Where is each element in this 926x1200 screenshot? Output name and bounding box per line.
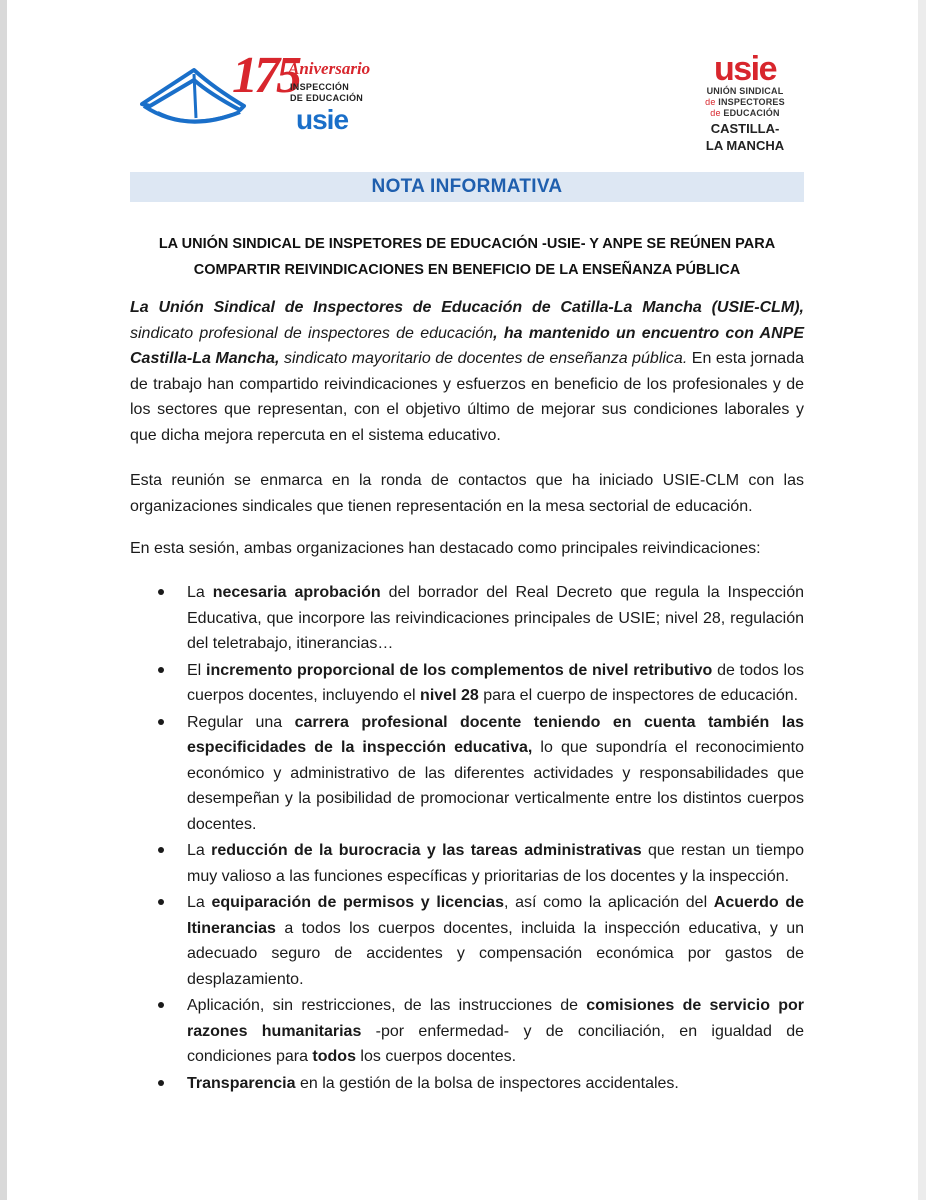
nota-informativa-heading bbox=[130, 172, 804, 202]
bullet-icon bbox=[158, 667, 164, 673]
heading-text: NOTA INFORMATIVA bbox=[371, 176, 563, 197]
bullet-icon bbox=[158, 1080, 164, 1086]
list-item: El incremento proporcional de los complementos de nivel retributivo de todos los cuerpos docentes, incluyendo el nivel 28 para el cuerpo de inspectores de educación. bbox=[130, 658, 804, 709]
paragraph-context: Esta reunión se enmarca en la ronda de contactos que ha iniciado USIE-CLM con las organizaciones sindicales que tienen representación en la mesa sectorial de educación. bbox=[130, 472, 804, 515]
bullet-icon bbox=[158, 719, 164, 725]
usie-clm-logo bbox=[690, 52, 800, 153]
logo-left-line1: INSPECCIÓN bbox=[290, 82, 350, 92]
list-item: Aplicación, sin restricciones, de las instrucciones de comisiones de servicio por razones humanitarias -por enfermedad- y de conciliación, en igualdad de condiciones para todos los cuerpos docentes. bbox=[130, 993, 804, 1070]
list-item: La reducción de la burocracia y las tareas administrativas que restan un tiempo muy valioso a las funciones específicas y prioritarias de los docentes y la inspección. bbox=[130, 838, 804, 889]
paragraph-intro: La Unión Sindical de Inspectores de Educación de Catilla-La Mancha (USIE-CLM), sindicato profesional de inspectores de educación, ha mantenido un encuentro con ANPE Castilla-La Mancha, sindicato mayoritario de docentes de enseñanza pública. En esta jornada de trabajo han compartido reivindicaciones y esfuerzos en beneficio de los profesionales y de los sectores que representan, con el objetivo último de mejorar sus condiciones laborales y que dicha mejora repercuta en el sistema educativo. bbox=[130, 299, 805, 444]
page-left-edge bbox=[0, 0, 7, 1200]
anniversary-word: Aniversario bbox=[288, 59, 371, 78]
headline-line1: LA UNIÓN SINDICAL DE INSPETORES DE EDUCACIÓN -USIE- Y ANPE SE REÚNEN PARA bbox=[158, 236, 776, 252]
logo-right-line2: de INSPECTORES bbox=[705, 97, 785, 107]
bullet-icon bbox=[158, 899, 164, 905]
bullet-icon bbox=[158, 847, 164, 853]
list-item: Regular una carrera profesional docente teniendo en cuenta también las especificidades de la inspección educativa, lo que supondría el reconocimiento económico y administrativo de las diferentes actividades y responsabilidades que desempeñan y la posibilidad de promocionar verticalmente entre los distintos cuerpos docentes. bbox=[130, 710, 804, 838]
logo-right-brand: usie bbox=[713, 50, 777, 88]
headline-line2: COMPARTIR REIVINDICACIONES EN BENEFICIO DE LA ENSEÑANZA PÚBLICA bbox=[193, 262, 741, 278]
logo-left-brand: usie bbox=[296, 104, 349, 135]
list-item: La necesaria aprobación del borrador del Real Decreto que regula la Inspección Educativa, que incorpore las reivindicaciones principales de USIE; nivel 28, regulación del teletrabajo, itinerancias… bbox=[130, 580, 804, 657]
document-headline bbox=[130, 231, 804, 283]
logo-right-line1: UNIÓN SINDICAL bbox=[706, 86, 784, 96]
list-item: Transparencia en la gestión de la bolsa de inspectores accidentales. bbox=[130, 1071, 804, 1097]
page-right-edge bbox=[918, 0, 926, 1200]
logo-right-region2: LA MANCHA bbox=[705, 138, 785, 153]
paragraph-claims-intro: En esta sesión, ambas organizaciones han destacado como principales reivindicaciones: bbox=[130, 540, 761, 557]
bullet-icon bbox=[158, 1002, 164, 1008]
list-item: La equiparación de permisos y licencias, así como la aplicación del Acuerdo de Itinerancias a todos los cuerpos docentes, incluida la inspección educativa, y un adecuado seguro de accidentes y compensación económica por gastos de desplazamiento. bbox=[130, 890, 804, 992]
logo-left-line2: DE EDUCACIÓN bbox=[290, 93, 364, 103]
anniversary-number: 175 bbox=[232, 47, 298, 104]
logo-right-region1: CASTILLA- bbox=[710, 121, 780, 136]
bullet-icon bbox=[158, 589, 164, 595]
logo-right-line3: de EDUCACIÓN bbox=[710, 108, 780, 118]
anniversary-logo bbox=[136, 44, 371, 144]
claims-list bbox=[130, 580, 804, 1097]
